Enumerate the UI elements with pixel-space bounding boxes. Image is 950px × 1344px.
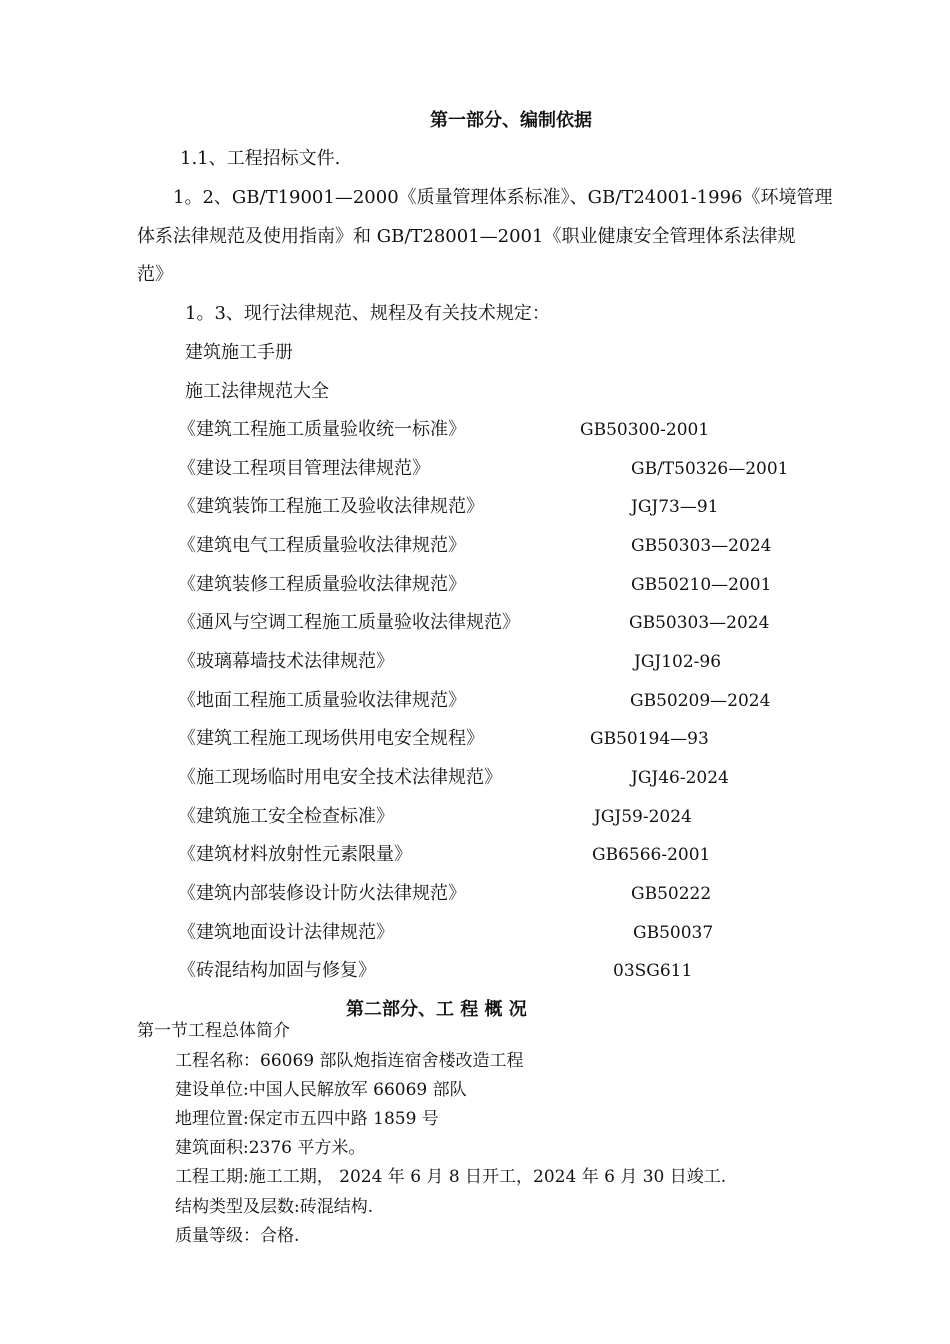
standard-name: 《施工现场临时用电安全技术法律规范》 [178, 767, 502, 788]
standard-code: JGJ59-2024 [594, 807, 692, 827]
section-title: 第一节工程总体简介 [137, 1021, 290, 1041]
standard-code: GB/T50326—2001 [631, 459, 789, 479]
standard-code: 03SG611 [613, 961, 693, 981]
standard-name: 《建设工程项目管理法律规范》 [178, 458, 430, 479]
standard-code: GB50209—2024 [630, 691, 771, 711]
standard-code: GB50303—2024 [629, 613, 770, 633]
standard-code: GB50037 [633, 923, 714, 943]
project-detail: 工程工期:施工工期， 2024 年 6 月 8 日开工，2024 年 6 月 30 日竣工. [175, 1167, 727, 1187]
standard-name: 《建筑装修工程质量验收法律规范》 [178, 574, 466, 595]
standard-code: GB6566-2001 [592, 845, 711, 865]
standard-name: 《建筑装饰工程施工及验收法律规范》 [178, 496, 484, 517]
standard-code: GB50210—2001 [631, 575, 772, 595]
part2-heading: 第二部分、工 程 概 况 [346, 999, 527, 1020]
standard-name: 《建筑工程施工质量验收统一标准》 [178, 419, 466, 440]
standard-code: GB50303—2024 [631, 536, 772, 556]
project-detail: 地理位置:保定市五四中路 1859 号 [175, 1109, 439, 1129]
basis-item-2-line1: 1。2、GB/T19001—2000《质量管理体系标准》、GB/T24001-1996《环境管理 [173, 187, 833, 208]
reference-book-2: 施工法律规范大全 [185, 381, 329, 402]
project-detail: 建筑面积:2376 平方米。 [175, 1138, 366, 1158]
part1-heading: 第一部分、编制依据 [430, 110, 592, 131]
standard-code: JGJ46-2024 [631, 768, 729, 788]
standard-name: 《建筑地面设计法律规范》 [178, 922, 394, 943]
standard-name: 《砖混结构加固与修复》 [178, 960, 376, 981]
standard-name: 《建筑电气工程质量验收法律规范》 [178, 535, 466, 556]
standard-code: GB50300-2001 [580, 420, 710, 440]
project-detail: 结构类型及层数:砖混结构. [175, 1197, 374, 1217]
reference-book-1: 建筑施工手册 [185, 342, 293, 363]
standard-code: JGJ73—91 [631, 497, 719, 517]
standard-name: 《建筑内部装修设计防火法律规范》 [178, 883, 466, 904]
project-detail: 工程名称：66069 部队炮指连宿舍楼改造工程 [175, 1051, 524, 1071]
standard-name: 《地面工程施工质量验收法律规范》 [178, 690, 466, 711]
basis-item-2-line2: 体系法律规范及使用指南》和 GB/T28001—2001《职业健康安全管理体系法律规 [137, 226, 796, 247]
standard-name: 《通风与空调工程施工质量验收法律规范》 [178, 612, 520, 633]
project-detail: 质量等级：合格. [175, 1226, 300, 1246]
standard-name: 《建筑材料放射性元素限量》 [178, 844, 412, 865]
standard-code: GB50194—93 [590, 729, 709, 749]
standard-name: 《玻璃幕墙技术法律规范》 [178, 651, 394, 672]
basis-item-2-line3: 范》 [137, 264, 173, 285]
standard-name: 《建筑施工安全检查标准》 [178, 806, 394, 827]
standard-code: JGJ102-96 [634, 652, 722, 672]
standard-code: GB50222 [631, 884, 712, 904]
standard-name: 《建筑工程施工现场供用电安全规程》 [178, 728, 484, 749]
project-detail: 建设单位:中国人民解放军 66069 部队 [175, 1080, 467, 1100]
basis-item-1: 1.1、工程招标文件. [180, 148, 341, 169]
basis-item-3: 1。3、现行法律规范、规程及有关技术规定： [185, 303, 550, 324]
